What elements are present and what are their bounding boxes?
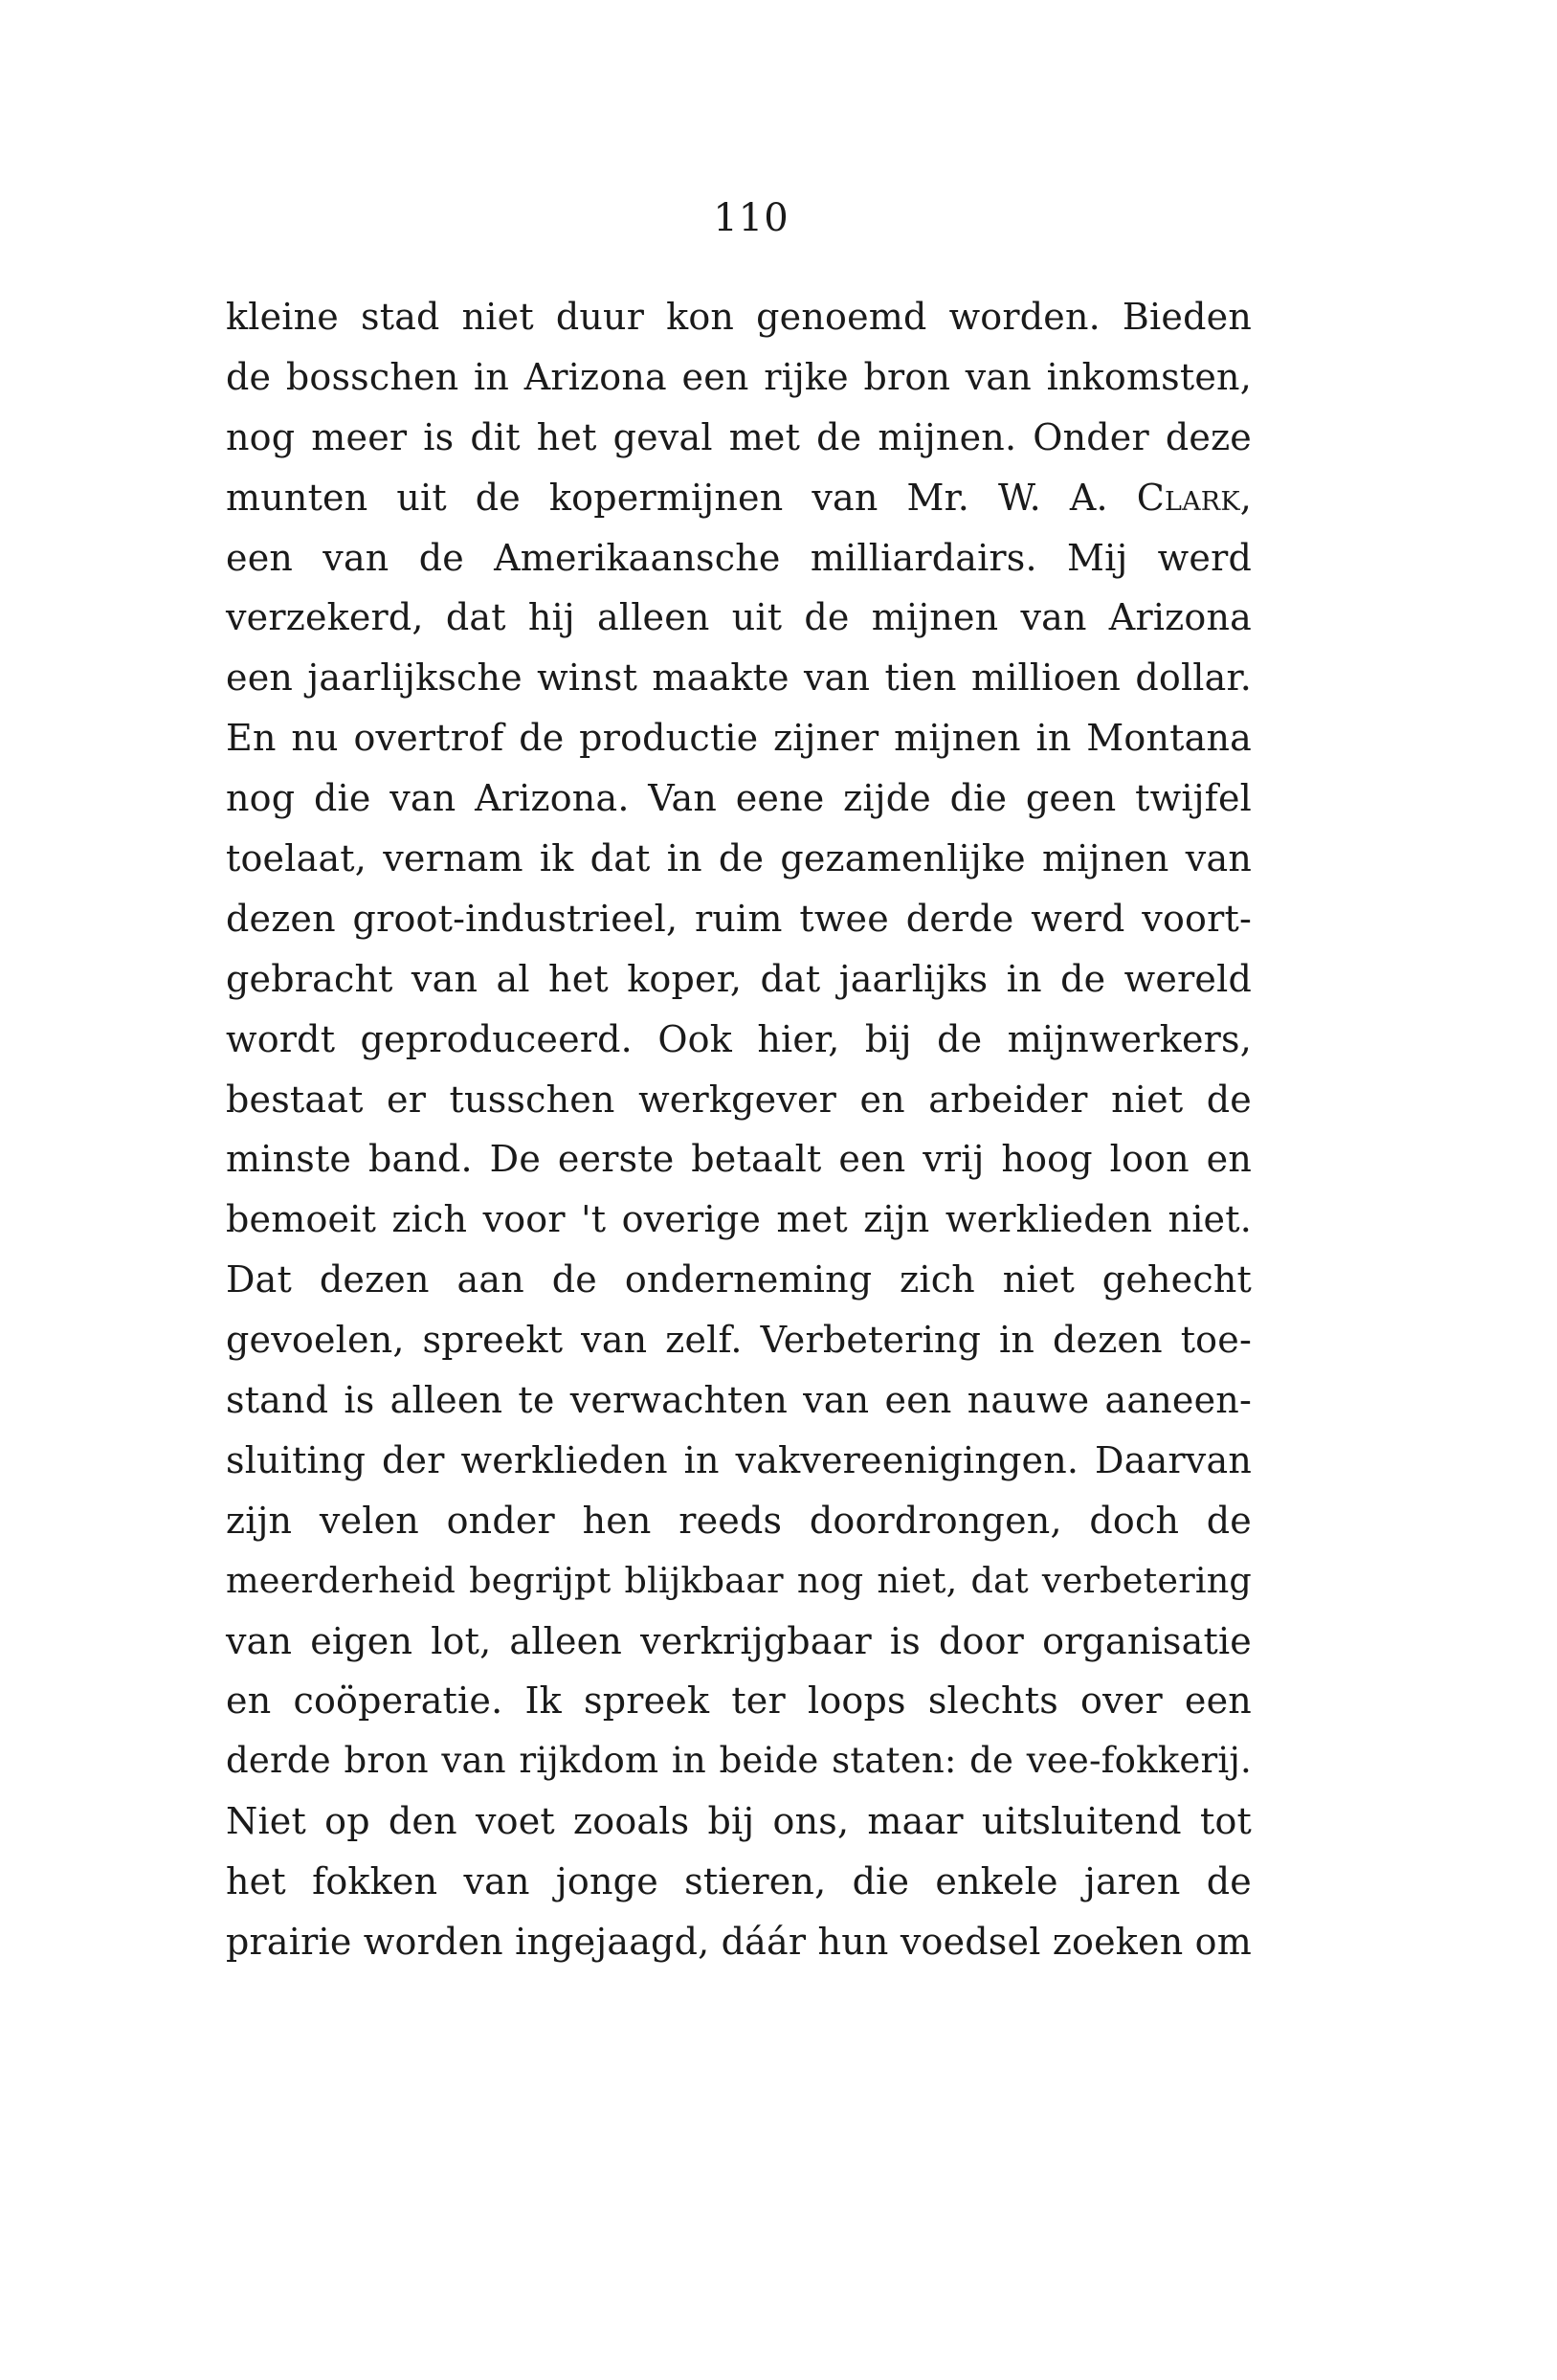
text-line: bestaat er tusschen werkgever en arbeider niet de xyxy=(226,1078,1252,1121)
text-line: de bosschen in Arizona een rijke bron van inkomsten, xyxy=(226,355,1252,398)
text-line: toelaat, vernam ik dat in de gezamenlijke mijnen van xyxy=(226,837,1252,880)
text-line: stand is alleen te verwachten van een nauwe aaneen- xyxy=(226,1379,1252,1422)
text-line: sluiting der werklieden in vakvereenigingen. Daarvan xyxy=(226,1438,1252,1481)
text-line: kleine stad niet duur kon genoemd worden. Bieden xyxy=(226,296,1252,338)
text-line: gebracht van al het koper, dat jaarlijks in de wereld xyxy=(226,957,1252,1000)
text-line: En nu overtrof de productie zijner mijnen in Montana xyxy=(226,717,1252,760)
body-text xyxy=(226,287,1252,1972)
text-line: een van de Amerikaansche milliardairs. Mij werd xyxy=(226,536,1252,579)
text-line: en coöperatie. Ik spreek ter loops slechts over een xyxy=(226,1679,1252,1723)
text-line: minste band. De eerste betaalt een vrij hoog loon en xyxy=(226,1138,1252,1181)
text-line: meerderheid begrijpt blijkbaar nog niet, dat verbetering xyxy=(226,1559,1252,1601)
text-line: derde bron van rijkdom in beide staten: de vee-fokkerij. xyxy=(226,1740,1252,1782)
text-line: van eigen lot, alleen verkrijgbaar is door organisatie xyxy=(226,1619,1252,1662)
text-line: nog meer is dit het geval met de mijnen. Onder deze xyxy=(226,415,1252,458)
page-number: 110 xyxy=(713,196,790,240)
text-line: gevoelen, spreekt van zelf. Verbetering in dezen toe- xyxy=(226,1319,1252,1362)
text-line: het fokken van jonge stieren, die enkele jaren de xyxy=(226,1860,1252,1903)
text-line: prairie worden ingejaagd, dáár hun voedsel zoeken om xyxy=(226,1921,1252,1964)
text-line: verzekerd, dat hij alleen uit de mijnen van Arizona xyxy=(226,596,1252,639)
small-caps-name: Clark xyxy=(1136,476,1240,519)
text-line: een jaarlijksche winst maakte van tien millioen dollar. xyxy=(226,656,1252,700)
text-line: Niet op den voet zooals bij ons, maar uitsluitend tot xyxy=(226,1800,1252,1843)
text-line: nog die van Arizona. Van eene zijde die geen twijfel xyxy=(226,777,1252,820)
text-line: wordt geproduceerd. Ook hier, bij de mijnwerkers, xyxy=(226,1017,1252,1060)
text-line: dezen groot-industrieel, ruim twee derde werd voort- xyxy=(226,897,1252,940)
text-line: zijn velen onder hen reeds doordrongen, doch de xyxy=(226,1499,1252,1542)
text-line: bemoeit zich voor 't overige met zijn werklieden niet. xyxy=(226,1198,1252,1241)
text-line: munten uit de kopermijnen van Mr. W. A. Clark, xyxy=(226,476,1252,519)
text-line: Dat dezen aan de onderneming zich niet gehecht xyxy=(226,1258,1252,1301)
